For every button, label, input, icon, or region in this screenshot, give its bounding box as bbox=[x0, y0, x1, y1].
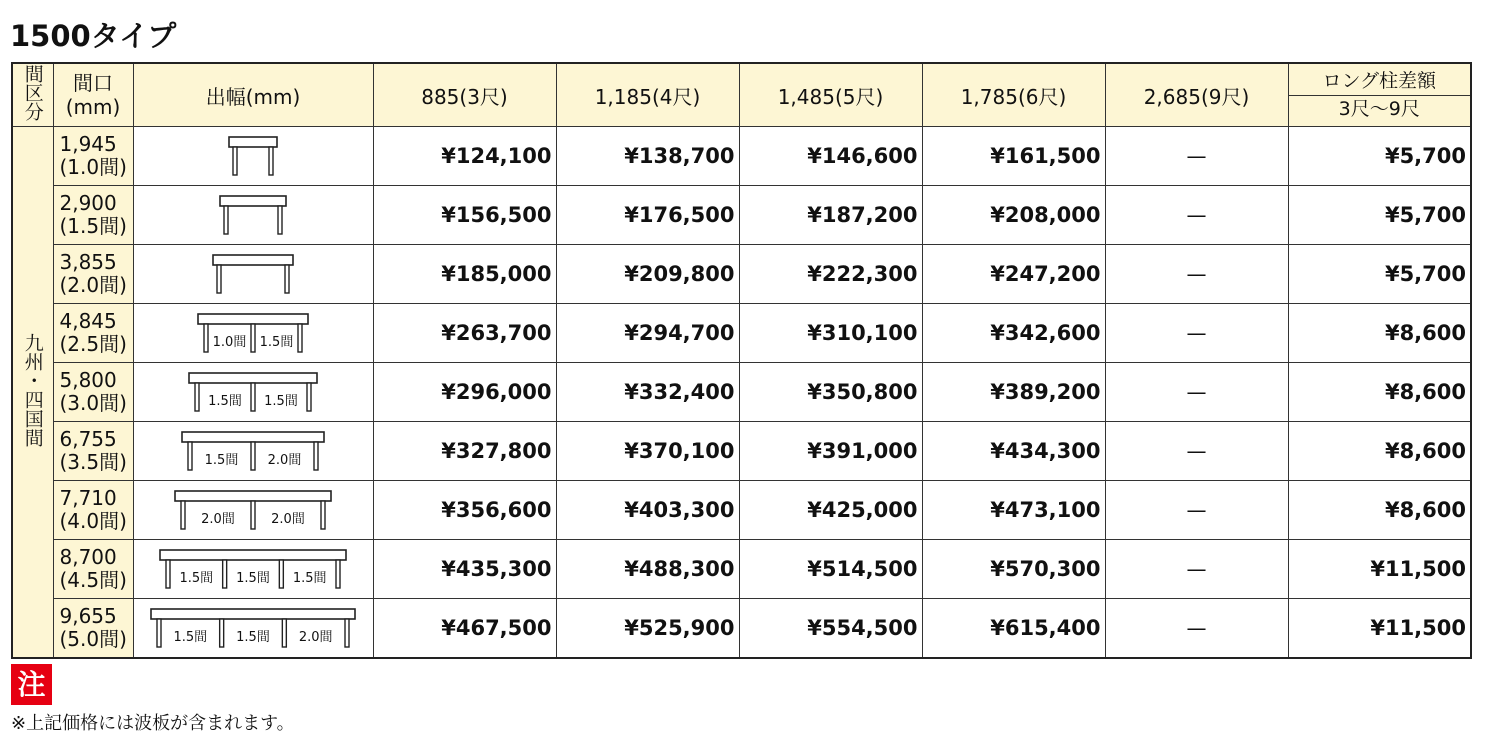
carport-diagram bbox=[135, 540, 371, 594]
price-cell: ¥146,600 bbox=[739, 127, 922, 186]
col-header: 1,485(5尺) bbox=[739, 63, 922, 127]
price-cell: ¥187,200 bbox=[739, 186, 922, 245]
price-cell: — bbox=[1105, 186, 1288, 245]
maguchi-ken: (2.5間) bbox=[59, 332, 127, 356]
post-shape bbox=[285, 265, 289, 293]
carport-diagram bbox=[135, 599, 371, 653]
price-cell: ¥435,300 bbox=[373, 540, 556, 599]
post-shape bbox=[251, 442, 255, 470]
price-cell: ¥434,300 bbox=[922, 422, 1105, 481]
carport-diagram bbox=[135, 245, 371, 299]
maguchi-value: 7,710 bbox=[59, 486, 117, 510]
span-label: 1.5間 bbox=[292, 571, 327, 586]
maguchi-value: 1,945 bbox=[59, 132, 117, 156]
diagram-cell bbox=[133, 422, 373, 481]
col-header: 885(3尺) bbox=[373, 63, 556, 127]
price-cell: ¥209,800 bbox=[556, 245, 739, 304]
table-row bbox=[12, 127, 1471, 186]
span-label: 1.5間 bbox=[204, 453, 239, 468]
table-body bbox=[12, 127, 1471, 659]
long-diff-cell: ¥5,700 bbox=[1288, 186, 1471, 245]
page-title: 1500タイプ bbox=[10, 19, 177, 53]
maguchi-cell bbox=[53, 363, 133, 422]
table-row bbox=[12, 540, 1471, 599]
price-cell: ¥332,400 bbox=[556, 363, 739, 422]
span-label: 2.0間 bbox=[267, 453, 302, 468]
diagram-cell bbox=[133, 127, 373, 186]
col-header: 2,685(9尺) bbox=[1105, 63, 1288, 127]
span-label: 2.0間 bbox=[271, 512, 305, 527]
post-shape bbox=[251, 324, 255, 352]
price-cell: ¥425,000 bbox=[739, 481, 922, 540]
long-diff-cell: ¥11,500 bbox=[1288, 540, 1471, 599]
post-shape bbox=[269, 147, 273, 175]
span-label: 1.5間 bbox=[236, 630, 270, 645]
price-cell: — bbox=[1105, 127, 1288, 186]
span-label: 1.5間 bbox=[236, 571, 270, 586]
diagram-cell bbox=[133, 481, 373, 540]
span-label: 1.5間 bbox=[173, 630, 208, 645]
post-shape bbox=[157, 619, 161, 647]
long-diff-cell: ¥5,700 bbox=[1288, 127, 1471, 186]
maguchi-cell bbox=[53, 245, 133, 304]
maguchi-cell bbox=[53, 186, 133, 245]
maguchi-ken: (2.0間) bbox=[59, 273, 127, 297]
price-cell: ¥294,700 bbox=[556, 304, 739, 363]
col-header: 1,785(6尺) bbox=[922, 63, 1105, 127]
diagram-cell bbox=[133, 186, 373, 245]
roof-shape bbox=[160, 550, 346, 560]
maguchi-cell bbox=[53, 481, 133, 540]
post-shape bbox=[307, 383, 311, 411]
maguchi-cell bbox=[53, 422, 133, 481]
span-label: 1.5間 bbox=[179, 571, 214, 586]
maguchi-ken: (4.5間) bbox=[59, 568, 127, 592]
note-text: ※上記価格には波板が含まれます。 bbox=[11, 713, 295, 734]
maguchi-ken: (1.5間) bbox=[59, 214, 127, 238]
roof-shape bbox=[198, 314, 308, 324]
maguchi-value: 5,800 bbox=[59, 368, 117, 392]
price-cell: — bbox=[1105, 304, 1288, 363]
price-cell: ¥247,200 bbox=[922, 245, 1105, 304]
post-shape bbox=[321, 501, 325, 529]
post-shape bbox=[251, 383, 255, 411]
price-cell: ¥310,100 bbox=[739, 304, 922, 363]
span-label: 2.0間 bbox=[298, 630, 333, 645]
maguchi-value: 9,655 bbox=[59, 604, 117, 628]
header-row bbox=[12, 63, 1471, 127]
maguchi-ken: (3.0間) bbox=[59, 391, 127, 415]
long-diff-cell: ¥8,600 bbox=[1288, 422, 1471, 481]
table-row bbox=[12, 304, 1471, 363]
price-cell: ¥514,500 bbox=[739, 540, 922, 599]
post-shape bbox=[314, 442, 318, 470]
post-shape bbox=[345, 619, 349, 647]
maguchi-header bbox=[53, 63, 133, 127]
carport-diagram bbox=[135, 481, 371, 535]
roof-shape bbox=[175, 491, 331, 501]
roof-shape bbox=[182, 432, 324, 442]
long-header-sub: 3尺〜9尺 bbox=[1338, 97, 1420, 120]
maguchi-value: 3,855 bbox=[59, 250, 117, 274]
carport-diagram bbox=[135, 186, 371, 240]
diagram-cell bbox=[133, 540, 373, 599]
span-label: 1.5間 bbox=[208, 394, 242, 409]
post-shape bbox=[181, 501, 185, 529]
post-shape bbox=[195, 383, 199, 411]
category-header: 間区分 bbox=[12, 63, 53, 127]
table-row bbox=[12, 422, 1471, 481]
price-cell: ¥488,300 bbox=[556, 540, 739, 599]
price-cell: ¥554,500 bbox=[739, 599, 922, 659]
long-header-label: ロング柱差額 bbox=[1289, 68, 1471, 96]
price-cell: ¥296,000 bbox=[373, 363, 556, 422]
post-shape bbox=[251, 501, 255, 529]
maguchi-cell bbox=[53, 127, 133, 186]
maguchi-cell bbox=[53, 304, 133, 363]
maguchi-ken: (5.0間) bbox=[59, 627, 127, 651]
price-cell: ¥138,700 bbox=[556, 127, 739, 186]
price-cell: ¥222,300 bbox=[739, 245, 922, 304]
post-shape bbox=[279, 560, 283, 588]
category-label: 九州・四国間 bbox=[21, 333, 44, 447]
demaba-header: 出幅(mm) bbox=[133, 63, 373, 127]
price-cell: ¥525,900 bbox=[556, 599, 739, 659]
post-shape bbox=[166, 560, 170, 588]
post-shape bbox=[282, 619, 286, 647]
post-shape bbox=[188, 442, 192, 470]
long-diff-cell: ¥5,700 bbox=[1288, 245, 1471, 304]
diagram-cell bbox=[133, 304, 373, 363]
span-label: 1.5間 bbox=[264, 394, 298, 409]
price-cell: ¥403,300 bbox=[556, 481, 739, 540]
category-cell bbox=[12, 127, 53, 659]
roof-shape bbox=[189, 373, 317, 383]
maguchi-ken: (3.5間) bbox=[59, 450, 127, 474]
price-cell: ¥185,000 bbox=[373, 245, 556, 304]
post-shape bbox=[298, 324, 302, 352]
price-cell: ¥473,100 bbox=[922, 481, 1105, 540]
price-cell: ¥356,600 bbox=[373, 481, 556, 540]
price-cell: ¥161,500 bbox=[922, 127, 1105, 186]
carport-diagram bbox=[135, 363, 371, 417]
post-shape bbox=[217, 265, 221, 293]
table-row bbox=[12, 245, 1471, 304]
price-table bbox=[11, 62, 1472, 659]
roof-shape bbox=[151, 609, 355, 619]
table-row bbox=[12, 481, 1471, 540]
post-shape bbox=[224, 206, 228, 234]
price-cell: ¥570,300 bbox=[922, 540, 1105, 599]
carport-diagram bbox=[135, 304, 371, 358]
price-cell: — bbox=[1105, 245, 1288, 304]
diagram-cell bbox=[133, 245, 373, 304]
maguchi-header-unit: (mm) bbox=[65, 95, 121, 119]
maguchi-ken: (4.0間) bbox=[59, 509, 127, 533]
maguchi-value: 2,900 bbox=[59, 191, 117, 215]
maguchi-value: 8,700 bbox=[59, 545, 117, 569]
price-cell: ¥467,500 bbox=[373, 599, 556, 659]
price-cell: ¥156,500 bbox=[373, 186, 556, 245]
price-cell: ¥391,000 bbox=[739, 422, 922, 481]
price-cell: ¥350,800 bbox=[739, 363, 922, 422]
roof-shape bbox=[220, 196, 286, 206]
col-header: 1,185(4尺) bbox=[556, 63, 739, 127]
price-cell: — bbox=[1105, 422, 1288, 481]
price-cell: ¥263,700 bbox=[373, 304, 556, 363]
post-shape bbox=[223, 560, 227, 588]
table-row bbox=[12, 363, 1471, 422]
post-shape bbox=[220, 619, 224, 647]
price-cell: ¥342,600 bbox=[922, 304, 1105, 363]
price-cell: ¥389,200 bbox=[922, 363, 1105, 422]
carport-diagram bbox=[135, 127, 371, 181]
span-label: 2.0間 bbox=[201, 512, 235, 527]
price-cell: ¥615,400 bbox=[922, 599, 1105, 659]
long-diff-cell: ¥8,600 bbox=[1288, 304, 1471, 363]
span-label: 1.0間 bbox=[212, 335, 247, 350]
long-diff-cell: ¥8,600 bbox=[1288, 363, 1471, 422]
post-shape bbox=[336, 560, 340, 588]
table-row bbox=[12, 186, 1471, 245]
roof-shape bbox=[229, 137, 277, 147]
diagram-cell bbox=[133, 363, 373, 422]
price-cell: — bbox=[1105, 363, 1288, 422]
price-cell: ¥176,500 bbox=[556, 186, 739, 245]
maguchi-value: 6,755 bbox=[59, 427, 117, 451]
price-cell: — bbox=[1105, 481, 1288, 540]
carport-diagram bbox=[135, 422, 371, 476]
diagram-cell bbox=[133, 599, 373, 659]
maguchi-header-label: 間口 bbox=[73, 71, 113, 95]
maguchi-ken: (1.0間) bbox=[59, 155, 127, 179]
price-cell: ¥370,100 bbox=[556, 422, 739, 481]
price-cell: ¥327,800 bbox=[373, 422, 556, 481]
post-shape bbox=[278, 206, 282, 234]
post-shape bbox=[233, 147, 237, 175]
long-header bbox=[1288, 63, 1471, 127]
price-cell: ¥208,000 bbox=[922, 186, 1105, 245]
post-shape bbox=[204, 324, 208, 352]
maguchi-cell bbox=[53, 599, 133, 659]
note-badge: 注 bbox=[11, 664, 52, 705]
price-cell: — bbox=[1105, 540, 1288, 599]
long-diff-cell: ¥8,600 bbox=[1288, 481, 1471, 540]
price-cell: — bbox=[1105, 599, 1288, 659]
roof-shape bbox=[213, 255, 293, 265]
table-row bbox=[12, 599, 1471, 659]
price-cell: ¥124,100 bbox=[373, 127, 556, 186]
maguchi-value: 4,845 bbox=[59, 309, 117, 333]
maguchi-cell bbox=[53, 540, 133, 599]
span-label: 1.5間 bbox=[259, 335, 294, 350]
long-diff-cell: ¥11,500 bbox=[1288, 599, 1471, 659]
